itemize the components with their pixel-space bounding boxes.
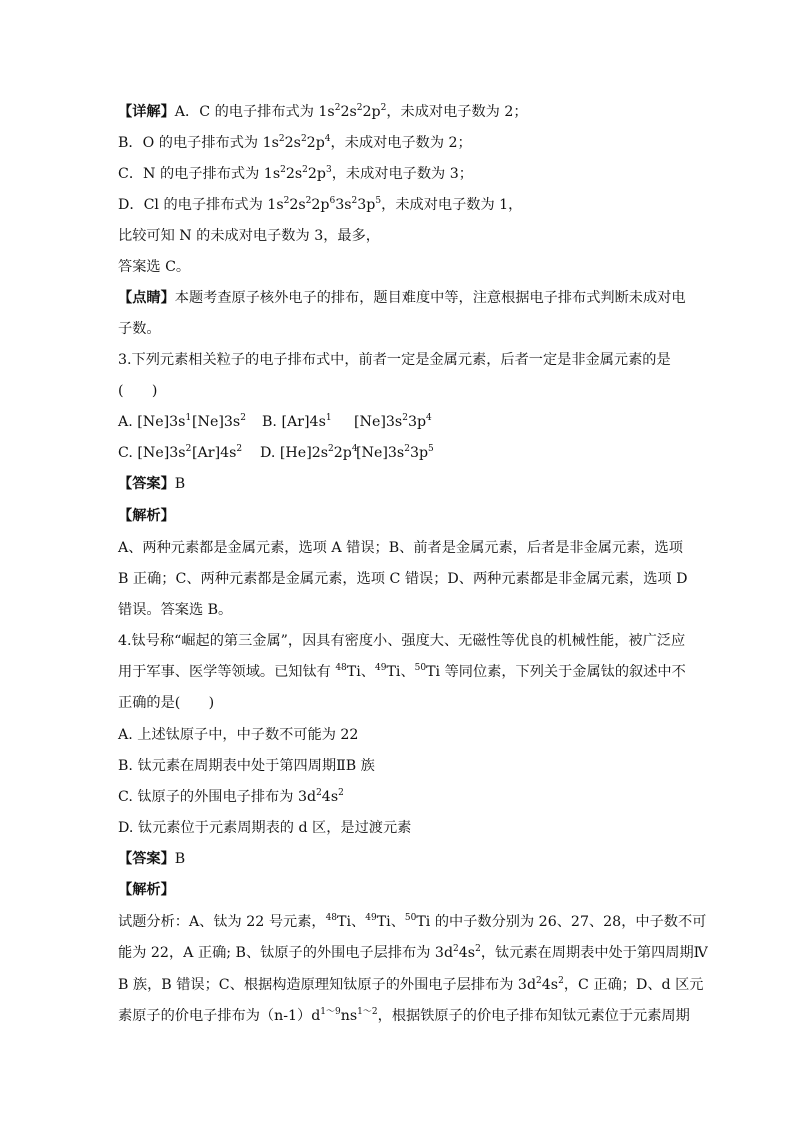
sup: 2 xyxy=(236,444,243,454)
text: 2s xyxy=(285,166,303,182)
q3-options-cd xyxy=(118,443,434,463)
text: [Ne]3s xyxy=(354,414,403,430)
text: 2p xyxy=(307,166,326,182)
q3-option-b2 xyxy=(354,412,432,432)
answer-tag: 【答案】 xyxy=(118,476,175,492)
sup: 48 xyxy=(335,663,347,673)
text: ，未成对电子数为 1， xyxy=(381,197,523,213)
q3-stem-1: 3.下列元素相关粒子的电子排布式中，前者一定是金属元素，后者一定是非金属元素的是 xyxy=(118,352,671,368)
text: ，根据铁原子的价电子排布知钛元素位于元素周期 xyxy=(377,1008,690,1024)
answer-value: B xyxy=(174,851,186,867)
answer-tag: 【答案】 xyxy=(118,851,175,867)
q4-analysis-tag: 【解析】 xyxy=(118,882,175,898)
text: ，未成对电子数为 2； xyxy=(386,104,528,120)
text: Ti、 xyxy=(337,914,366,930)
q4-option-a: A. 上述钛原子中，中子数不可能为 22 xyxy=(118,727,359,743)
q4-analysis-2 xyxy=(118,943,708,963)
sup: 4 xyxy=(351,444,358,454)
text: 2p xyxy=(333,445,352,461)
text: 2s xyxy=(289,197,306,213)
sup: 2 xyxy=(283,196,290,206)
text: ，未成对电子数为 3； xyxy=(331,166,473,182)
comment-tag: 【点睛】 xyxy=(118,290,175,306)
sup: 1～9 xyxy=(320,1007,341,1017)
q4-option-b: B. 钛元素在周期表中处于第四周期ⅡB 族 xyxy=(118,758,375,774)
sup: 2 xyxy=(334,103,341,113)
q4-analysis-1 xyxy=(118,912,706,932)
text: 试题分析：A、钛为 22 号元素， xyxy=(118,914,326,930)
text: B．O 的电子排布式为 1s xyxy=(118,135,279,151)
q3-option-a2 xyxy=(192,412,262,432)
text: B 族，B 错误；C、根据构造原理知钛原子的外围电子层排布为 3d xyxy=(118,977,537,993)
sup: 2 xyxy=(302,165,308,175)
sup: 2 xyxy=(278,134,285,144)
detail-answer: 答案选 C。 xyxy=(118,259,191,275)
q3-answer xyxy=(118,474,185,494)
sup: 4 xyxy=(324,134,331,144)
text: 4s xyxy=(458,945,476,961)
text: 3p xyxy=(407,414,427,430)
sup: 1～2 xyxy=(357,1007,378,1017)
q3-option-d1 xyxy=(260,443,356,463)
text: D．Cl 的电子排布式为 1s xyxy=(118,197,284,213)
text: 2s xyxy=(340,104,357,120)
sup: 2 xyxy=(536,976,542,986)
text: Ti、 xyxy=(346,664,375,680)
text: [Ar]4s xyxy=(192,445,237,461)
q3-analysis-tag: 【解析】 xyxy=(118,508,175,524)
q3-option-d2 xyxy=(356,443,434,463)
sup: 4 xyxy=(426,413,432,423)
text: C. [Ne]3s xyxy=(118,445,186,461)
text: ns xyxy=(340,1008,358,1024)
answer-value: B xyxy=(174,476,186,492)
q4-answer xyxy=(118,849,185,869)
detail-line-b xyxy=(118,133,472,153)
sup: 2 xyxy=(240,413,246,423)
text: Ti、 xyxy=(376,914,405,930)
sup: 2 xyxy=(328,444,334,454)
sup: 2 xyxy=(475,944,481,954)
sup: 5 xyxy=(428,444,434,454)
text: Ti、 xyxy=(386,664,415,680)
text: 2p xyxy=(311,197,330,213)
sup: 2 xyxy=(338,788,344,798)
text: 3s xyxy=(335,197,352,213)
detail-line-d xyxy=(118,195,522,215)
text: 本题考查原子核外电子的排布，题目难度中等，注意根据电子排布式判断未成对电 xyxy=(174,290,686,306)
q3-option-c2 xyxy=(192,443,260,463)
q3-option-c1 xyxy=(118,443,192,463)
sup: 2 xyxy=(316,788,322,798)
comment-line-2: 子数。 xyxy=(118,321,161,337)
text: 3p xyxy=(357,197,376,213)
text: ，钛元素在周期表中处于第四周期Ⅳ xyxy=(480,945,708,961)
sup: 2 xyxy=(402,413,408,423)
sup: 2 xyxy=(300,134,307,144)
text: Ti 等同位素，下列关于金属钛的叙述中不 xyxy=(426,664,686,680)
sup: 2 xyxy=(558,976,564,986)
q4-stem-2 xyxy=(118,662,686,682)
detail-tag: 【详解】 xyxy=(118,104,175,120)
sup: 1 xyxy=(325,413,332,423)
sup: 5 xyxy=(375,196,382,206)
sup: 1 xyxy=(185,413,192,423)
q4-stem-1: 4.钛号称“崛起的第三金属”，因具有密度小、强度大、无磁性等优良的机械性能，被广泛应 xyxy=(118,633,686,649)
comment-line-1 xyxy=(118,288,686,308)
sup: 49 xyxy=(374,663,387,673)
q4-stem-3: 正确的是( ) xyxy=(118,695,215,711)
sup: 2 xyxy=(351,196,358,206)
q3-analysis-3: 错误。答案选 B。 xyxy=(118,602,233,618)
text: ，C 正确；D、d 区元 xyxy=(563,977,704,993)
q4-analysis-4 xyxy=(118,1006,690,1026)
q4-option-d: D. 钛元素位于元素周期表的 d 区，是过渡元素 xyxy=(118,820,412,836)
sup: 48 xyxy=(325,913,338,923)
text: 用于军事、医学等领域。已知钛有 xyxy=(118,664,336,680)
text: Ti 的中子数分别为 26、27、28，中子数不可 xyxy=(416,914,707,930)
text: A．C 的电子排布式为 1s xyxy=(174,104,335,120)
sup: 2 xyxy=(185,444,192,454)
text: C. 钛原子的外围电子排布为 3d xyxy=(118,789,317,805)
sup: 49 xyxy=(365,913,377,923)
text: C．N 的电子排布式为 1s xyxy=(118,166,281,182)
q4-option-c xyxy=(118,787,344,807)
text: 4s xyxy=(321,789,339,805)
q3-stem-2: ( ) xyxy=(118,383,158,399)
detail-line-c xyxy=(118,164,473,184)
text: A. [Ne]3s xyxy=(118,414,186,430)
text: 2s xyxy=(284,135,301,151)
q3-option-b1 xyxy=(262,412,354,432)
text: 4s xyxy=(541,977,559,993)
sup: 2 xyxy=(453,944,459,954)
sup: 50 xyxy=(404,913,417,923)
sup: 50 xyxy=(414,663,427,673)
text: D. [He]2s xyxy=(260,445,329,461)
q3-analysis-1: A、两种元素都是金属元素，选项 A 错误；B、前者是金属元素，后者是非金属元素，选项 xyxy=(118,540,683,556)
text: 3p xyxy=(409,445,429,461)
q3-options-ab xyxy=(118,412,432,432)
sup: 2 xyxy=(356,103,363,113)
sup: 2 xyxy=(380,103,387,113)
text: 能为 22，A 正确; B、钛原子的外围电子层排布为 3d xyxy=(118,945,454,961)
text: 素原子的价电子排布为（n-1）d xyxy=(118,1008,321,1024)
text: [Ne]3s xyxy=(356,445,405,461)
sup: 3 xyxy=(326,165,332,175)
text: B. [Ar]4s xyxy=(262,414,326,430)
text: ，未成对电子数为 2； xyxy=(330,135,472,151)
detail-compare: 比较可知 N 的未成对电子数为 3，最多， xyxy=(118,228,380,244)
q3-analysis-2: B 正确；C、两种元素都是金属元素，选项 C 错误；D、两种元素都是非金属元素，选项 D xyxy=(118,571,688,587)
sup: 6 xyxy=(329,196,336,206)
text: 2p xyxy=(306,135,325,151)
detail-line-a xyxy=(118,102,528,122)
text: [Ne]3s xyxy=(192,414,241,430)
q3-option-a1 xyxy=(118,412,192,432)
text: 2p xyxy=(362,104,381,120)
sup: 2 xyxy=(404,444,410,454)
q4-analysis-3 xyxy=(118,975,703,995)
sup: 2 xyxy=(305,196,312,206)
sup: 2 xyxy=(280,165,286,175)
